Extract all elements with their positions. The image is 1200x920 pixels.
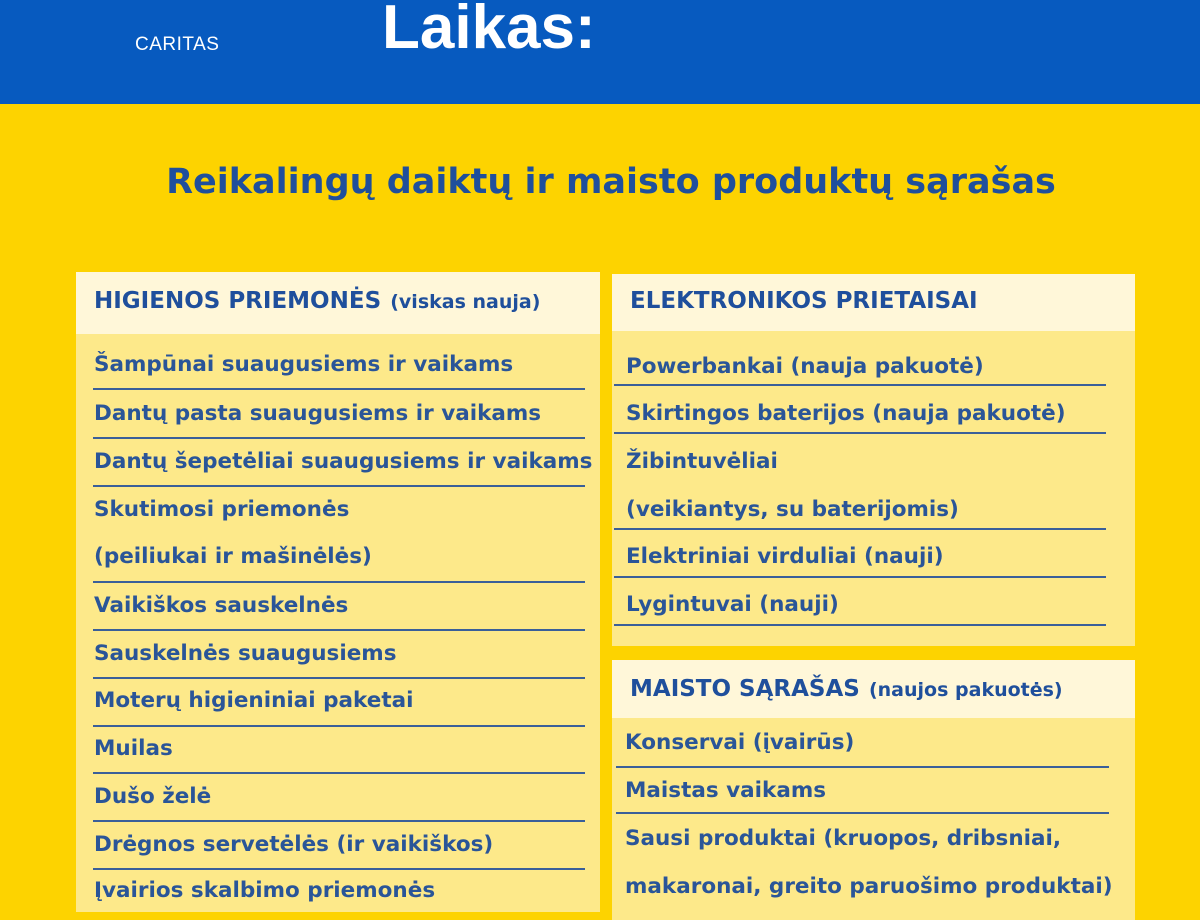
electronics-item: Elektriniai virduliai (nauji)	[626, 544, 944, 569]
divider	[614, 528, 1106, 530]
divider	[93, 725, 585, 727]
divider	[93, 581, 585, 583]
hygiene-item: Dušo želė	[94, 784, 212, 809]
food-item: Sausi produktai (kruopos, dribsniai,	[625, 826, 1062, 851]
divider	[614, 384, 1106, 386]
electronics-item: Skirtingos baterijos (nauja pakuotė)	[626, 401, 1066, 426]
divider	[614, 576, 1106, 578]
hygiene-card	[76, 272, 600, 912]
divider	[93, 772, 585, 774]
divider	[93, 485, 585, 487]
divider	[614, 624, 1106, 626]
hygiene-card-title	[94, 288, 540, 314]
hygiene-item: Muilas	[94, 736, 173, 761]
electronics-card	[612, 274, 1135, 646]
divider	[93, 629, 585, 631]
hygiene-note: (viskas nauja)	[390, 291, 541, 313]
hygiene-item: Vaikiškos sauskelnės	[94, 593, 349, 618]
hygiene-item: Drėgnos servetėlės (ir vaikiškos)	[94, 832, 494, 857]
hygiene-item: Sauskelnės suaugusiems	[94, 641, 397, 666]
electronics-title: ELEKTRONIKOS PRIETAISAI	[630, 288, 978, 314]
electronics-item: Žibintuvėliai	[626, 449, 778, 474]
divider	[93, 388, 585, 390]
hygiene-item: Skutimosi priemonės	[94, 497, 350, 522]
divider	[93, 437, 585, 439]
food-item: Maistas vaikams	[625, 778, 827, 803]
divider	[93, 677, 585, 679]
food-note: (naujos pakuotės)	[868, 679, 1063, 701]
hygiene-item: Moterų higieniniai paketai	[94, 688, 414, 713]
divider	[93, 820, 585, 822]
food-title: MAISTO SĄRAŠAS	[630, 676, 860, 702]
page-heading: Reikalingų daiktų ir maisto produktų sąrašas	[166, 162, 1056, 202]
food-item-continuation: makaronai, greito paruošimo produktai)	[625, 874, 1113, 899]
time-title: Laikas:	[382, 0, 596, 62]
electronics-item: Powerbankai (nauja pakuotė)	[626, 354, 984, 379]
food-card	[612, 660, 1135, 920]
hygiene-item-continuation: (peiliukai ir mašinėlės)	[94, 544, 372, 569]
top-banner	[0, 0, 1200, 104]
divider	[616, 812, 1109, 814]
hygiene-item: Šampūnai suaugusiems ir vaikams	[94, 352, 514, 377]
electronics-card-title	[630, 288, 978, 314]
hygiene-item: Dantų šepetėliai suaugusiems ir vaikams	[94, 449, 593, 474]
divider	[614, 432, 1106, 434]
hygiene-item: Dantų pasta suaugusiems ir vaikams	[94, 401, 542, 426]
divider	[616, 766, 1109, 768]
hygiene-item: Įvairios skalbimo priemonės	[94, 878, 436, 903]
divider	[93, 868, 585, 870]
electronics-item: Lygintuvai (nauji)	[626, 592, 839, 617]
electronics-item-continuation: (veikiantys, su baterijomis)	[626, 497, 959, 522]
food-card-title	[630, 676, 1063, 702]
food-item: Konservai (įvairūs)	[625, 730, 855, 755]
brand-label: CARITAS	[135, 34, 220, 55]
hygiene-title: HIGIENOS PRIEMONĖS	[94, 288, 382, 314]
